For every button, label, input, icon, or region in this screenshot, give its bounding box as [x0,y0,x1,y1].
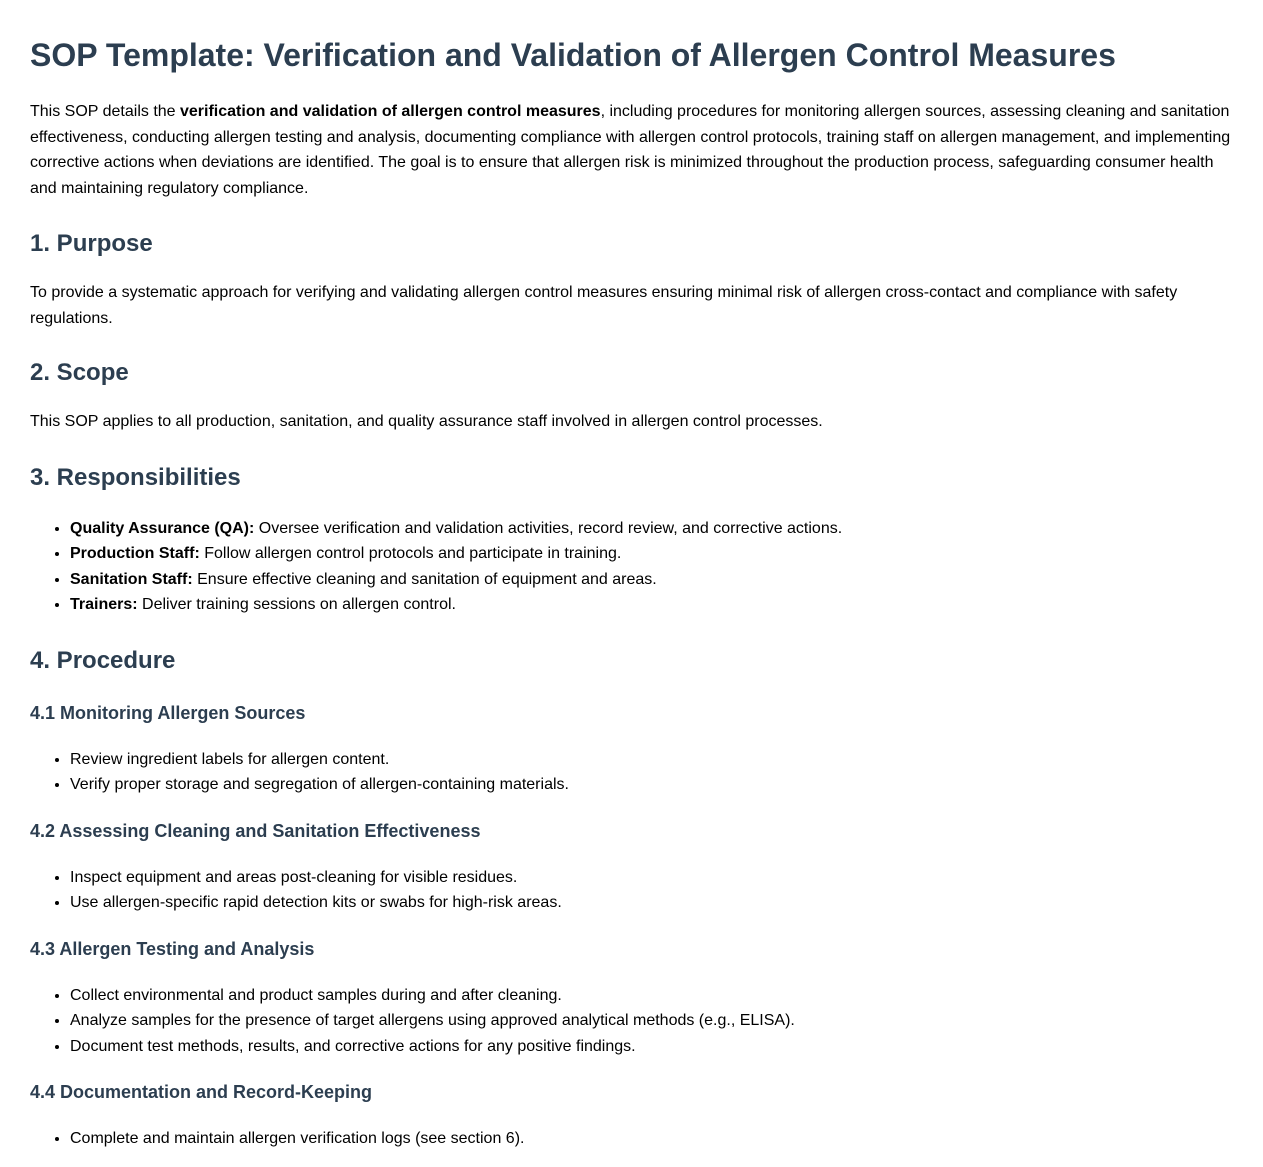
list-item: • Collect environmental and product samples during and after cleaning. [70,983,1233,1009]
list-item: • Verify proper storage and segregation of allergen-containing materials. [70,772,1233,798]
intro-bold: verification and validation of allergen control measures [180,103,601,120]
subsection-list-4-3 [30,983,1233,1060]
responsibilities-heading: 3. Responsibilities [30,463,241,491]
responsibility-item [70,516,1233,542]
list-item: • Review ingredient labels for allergen content. [70,747,1233,773]
subsection-list-4-2 [30,865,1233,916]
responsibility-text: Oversee verification and validation activities, record review, and corrective actions. [254,519,843,537]
responsibility-role: Sanitation Staff: [70,570,193,588]
list-item: • Inspect equipment and areas post-cleaning for visible residues. [70,865,1233,891]
intro-suffix: , including procedures for monitoring allergen sources, assessing cleaning and sanitation effectiveness, conducting allergen testing and analysis, documenting compliance with allergen control protocols, training staff on allergen management, and implementing corrective actions when deviations are identified. The goal is to ensure that allergen risk is minimized throughout the production process, safeguarding consumer health and maintaining regulatory compliance. [30,103,1231,197]
responsibility-item [70,592,1233,618]
intro-paragraph [30,99,1233,201]
responsibility-role: Quality Assurance (QA): [70,519,255,537]
purpose-text: To provide a systematic approach for verifying and validating allergen control measures ensuring minimal risk of allergen cross-contact and compliance with safety regulations. [30,284,1178,327]
responsibility-text: Follow allergen control protocols and participate in training. [199,545,622,562]
intro-prefix: This SOP details the [30,103,180,120]
purpose-heading: 1. Purpose [30,230,153,257]
scope-text: This SOP applies to all production, sanitation, and quality assurance staff involved in allergen control processes. [30,413,823,430]
responsibilities-list [30,516,1233,618]
subsection-list-4-1 [30,747,1233,798]
responsibility-role: Trainers: [70,596,138,613]
list-item: • Document test methods, results, and corrective actions for any positive findings. [70,1034,1233,1060]
subsection-list-4-4 [30,1126,1233,1152]
list-item: • Analyze samples for the presence of target allergens using approved analytical methods (e.g., ELISA). [70,1008,1233,1034]
responsibility-item [70,541,1233,567]
procedure-heading: 4. Procedure [30,646,176,674]
subsection-heading-4-2: 4.2 Assessing Cleaning and Sanitation Effectiveness [30,820,481,841]
scope-heading: 2. Scope [30,359,129,386]
document-title: SOP Template: Verification and Validation of Allergen Control Measures [30,37,1116,73]
responsibility-item [70,567,1233,593]
responsibility-role: Production Staff: [70,545,200,562]
subsection-heading-4-1: 4.1 Monitoring Allergen Sources [30,702,306,723]
responsibility-text: Deliver training sessions on allergen control. [137,596,456,613]
list-item: • Use allergen-specific rapid detection kits or swabs for high-risk areas. [70,890,1233,916]
subsection-heading-4-4: 4.4 Documentation and Record-Keeping [30,1082,373,1102]
list-item: • Complete and maintain allergen verification logs (see section 6). [70,1126,1233,1152]
subsection-heading-4-3: 4.3 Allergen Testing and Analysis [30,938,315,959]
responsibility-text: Ensure effective cleaning and sanitation of equipment and areas. [192,570,657,588]
